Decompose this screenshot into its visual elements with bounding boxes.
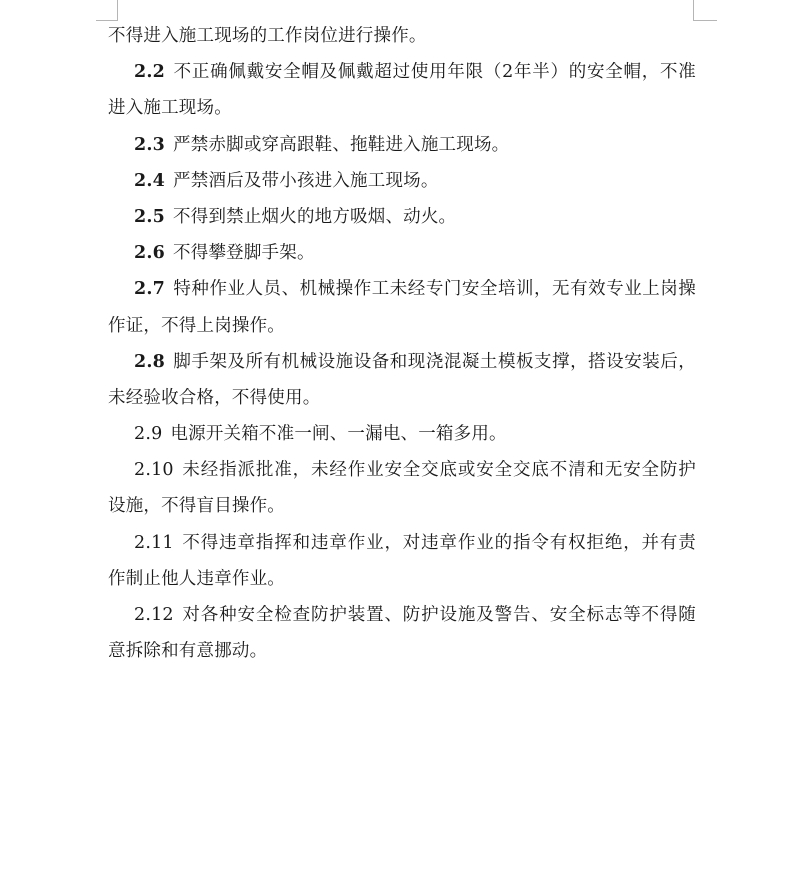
clause-number: 2.10: [134, 460, 174, 481]
clause-text: 不得到禁止烟火的地方吸烟、动火。: [173, 206, 457, 227]
clause-text: 作证，不得上岗操作。: [108, 315, 285, 336]
clause-text: 严禁赤脚或穿高跟鞋、拖鞋进入施工现场。: [173, 134, 510, 155]
paragraph-line: [108, 54, 696, 90]
clause-number: 2.6: [134, 243, 166, 264]
clause-text: 设施，不得盲目操作。: [108, 496, 285, 517]
clause-text: 不正确佩戴安全帽及佩戴超过使用年限（2年半）的安全帽，不准: [173, 62, 696, 83]
clause-number: 2.9: [134, 424, 163, 445]
paragraph-line: [108, 597, 696, 633]
paragraph-line: [108, 271, 696, 307]
paragraph-line: [108, 127, 696, 163]
clause-number: 2.4: [134, 170, 166, 191]
clause-text: 特种作业人员、机械操作工未经专门安全培训，无有效专业上岗操: [173, 279, 696, 300]
clause-number: 2.3: [134, 134, 166, 155]
paragraph-line: [108, 380, 696, 416]
paragraph-line: [108, 561, 696, 597]
clause-number: 2.7: [134, 279, 166, 300]
paragraph-line: [108, 163, 696, 199]
clause-number: 2.5: [134, 206, 166, 227]
paragraph-line: [108, 90, 696, 126]
document-body: [108, 18, 696, 669]
crop-mark-top-right-horizontal: [693, 20, 717, 21]
paragraph-line: [108, 235, 696, 271]
paragraph-line: [108, 416, 696, 452]
clause-text: 意拆除和有意挪动。: [108, 641, 268, 662]
paragraph-line: [108, 308, 696, 344]
clause-text: 进入施工现场。: [108, 98, 232, 119]
clause-text: 不得攀登脚手架。: [173, 243, 315, 264]
clause-number: 2.2: [134, 62, 166, 83]
clause-text: 严禁酒后及带小孩进入施工现场。: [173, 170, 439, 191]
paragraph-line: [108, 199, 696, 235]
clause-text: 作制止他人违章作业。: [108, 568, 285, 589]
clause-number: 2.8: [134, 351, 166, 372]
clause-number: 2.11: [134, 532, 174, 553]
clause-text: 对各种安全检查防护装置、防护设施及警告、安全标志等不得随: [181, 605, 696, 625]
paragraph-line: [108, 452, 696, 488]
clause-number: 2.12: [134, 605, 174, 625]
clause-text: 不得违章指挥和违章作业，对违章作业的指令有权拒绝，并有责: [181, 532, 696, 553]
paragraph-line: [108, 633, 696, 669]
clause-text: 脚手架及所有机械设施设备和现浇混凝土模板支撑，搭设安装后，: [173, 351, 696, 372]
clause-text: 不得进入施工现场的工作岗位进行操作。: [108, 26, 427, 46]
paragraph-line: [108, 344, 696, 380]
paragraph-line: [108, 488, 696, 524]
paragraph-line: [108, 525, 696, 561]
paragraph-line: [108, 18, 696, 54]
clause-text: 未经验收合格，不得使用。: [108, 387, 321, 408]
clause-text: 电源开关箱不准一闸、一漏电、一箱多用。: [170, 424, 507, 445]
clause-text: 未经指派批准，未经作业安全交底或安全交底不清和无安全防护: [181, 460, 696, 481]
